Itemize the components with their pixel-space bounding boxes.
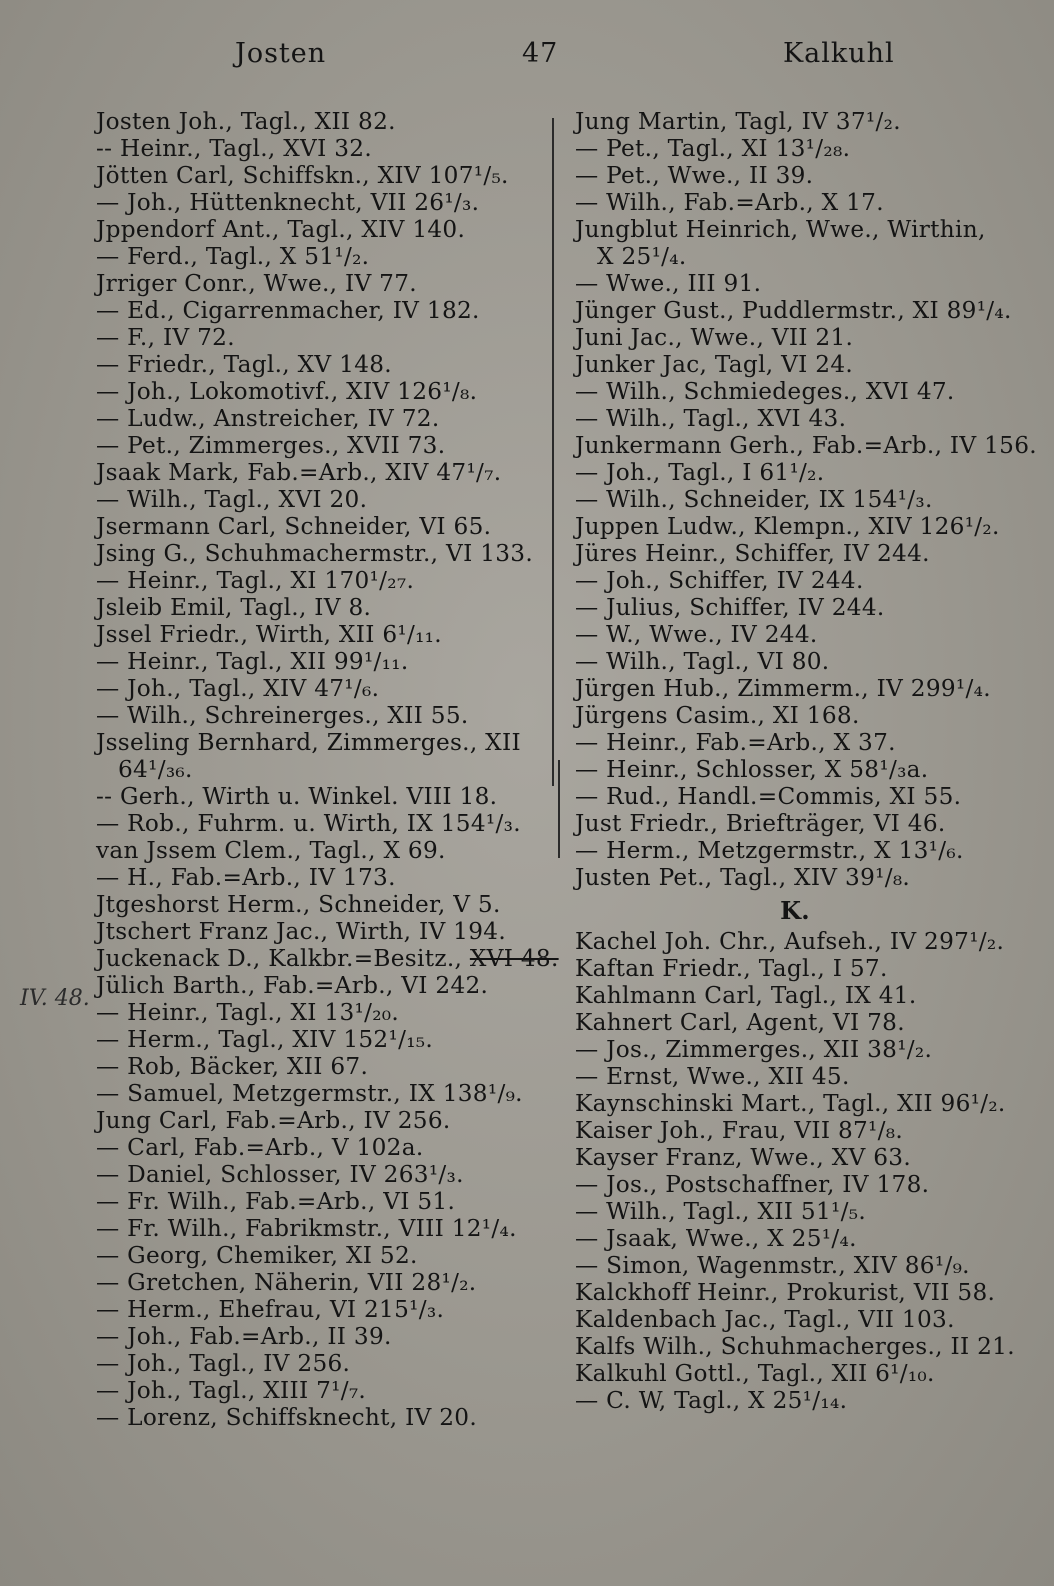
list-item: — W., Wwe., IV 244. bbox=[575, 621, 818, 648]
list-item: Jssel Friedr., Wirth, XII 6¹/₁₁. bbox=[96, 621, 442, 648]
list-item: -- Gerh., Wirth u. Winkel. VIII 18. bbox=[96, 783, 498, 810]
header-last-name: Kalkuhl bbox=[783, 38, 895, 69]
list-item: Jung Carl, Fab.=Arb., IV 256. bbox=[96, 1107, 451, 1134]
list-item: Kalkuhl Gottl., Tagl., XII 6¹/₁₀. bbox=[575, 1360, 935, 1387]
list-item: Kaldenbach Jac., Tagl., VII 103. bbox=[575, 1306, 955, 1333]
list-item: — Wilh., Schneider, IX 154¹/₃. bbox=[575, 486, 933, 513]
column-divider bbox=[552, 118, 554, 786]
list-item: Justen Pet., Tagl., XIV 39¹/₈. bbox=[575, 864, 911, 891]
list-item: Jünger Gust., Puddlermstr., XI 89¹/₄. bbox=[575, 297, 1012, 324]
list-item: — Heinr., Schlosser, X 58¹/₃a. bbox=[575, 756, 929, 783]
list-item: — Daniel, Schlosser, IV 263¹/₃. bbox=[96, 1161, 464, 1188]
header-first-name: Josten bbox=[235, 38, 327, 69]
list-item: — Rob, Bäcker, XII 67. bbox=[96, 1053, 369, 1080]
list-item: — Ernst, Wwe., XII 45. bbox=[575, 1063, 850, 1090]
list-item: — Rob., Fuhrm. u. Wirth, IX 154¹/₃. bbox=[96, 810, 521, 837]
list-item: Kaftan Friedr., Tagl., I 57. bbox=[575, 955, 888, 982]
list-item: — Heinr., Tagl., XI 170¹/₂₇. bbox=[96, 567, 415, 594]
list-item: Kahnert Carl, Agent, VI 78. bbox=[575, 1009, 905, 1036]
list-item: — Lorenz, Schiffsknecht, IV 20. bbox=[96, 1404, 478, 1431]
list-item: — Herm., Tagl., XIV 152¹/₁₅. bbox=[96, 1026, 434, 1053]
list-item: Jsseling Bernhard, Zimmerges., XII bbox=[96, 729, 521, 756]
list-item: Junkermann Gerh., Fab.=Arb., IV 156. bbox=[575, 432, 1037, 459]
list-item: Just Friedr., Briefträger, VI 46. bbox=[575, 810, 946, 837]
list-item: — Friedr., Tagl., XV 148. bbox=[96, 351, 392, 378]
list-item: — Ferd., Tagl., X 51¹/₂. bbox=[96, 243, 370, 270]
list-item bbox=[96, 945, 559, 972]
list-item: Kahlmann Carl, Tagl., IX 41. bbox=[575, 982, 917, 1009]
list-item: — Georg, Chemiker, XI 52. bbox=[96, 1242, 418, 1269]
list-item: Jsermann Carl, Schneider, VI 65. bbox=[96, 513, 492, 540]
list-item: — Jos., Postschaffner, IV 178. bbox=[575, 1171, 930, 1198]
list-item: — Jos., Zimmerges., XII 38¹/₂. bbox=[575, 1036, 933, 1063]
column-divider-lower bbox=[558, 760, 560, 858]
section-letter-heading: K. bbox=[780, 896, 810, 925]
list-item: Kalckhoff Heinr., Prokurist, VII 58. bbox=[575, 1279, 996, 1306]
page-number: 47 bbox=[522, 38, 559, 69]
list-item: Jung Martin, Tagl, IV 37¹/₂. bbox=[575, 108, 901, 135]
entry-text: Juckenack D., Kalkbr.=Besitz., bbox=[96, 945, 463, 972]
list-item-continued bbox=[96, 756, 551, 783]
list-item: — Joh., Tagl., XIV 47¹/₆. bbox=[96, 675, 380, 702]
list-item: Jtschert Franz Jac., Wirth, IV 194. bbox=[96, 918, 506, 945]
list-item: — Pet., Wwe., II 39. bbox=[575, 162, 814, 189]
list-item: Junker Jac, Tagl, VI 24. bbox=[575, 351, 854, 378]
list-item: Jülich Barth., Fab.=Arb., VI 242. bbox=[96, 972, 489, 999]
list-item: — Ludw., Anstreicher, IV 72. bbox=[96, 405, 440, 432]
list-item: — Wilh., Tagl., XVI 43. bbox=[575, 405, 847, 432]
list-item: Jürgen Hub., Zimmerm., IV 299¹/₄. bbox=[575, 675, 991, 702]
list-item: — H., Fab.=Arb., IV 173. bbox=[96, 864, 396, 891]
list-item: Kaynschinski Mart., Tagl., XII 96¹/₂. bbox=[575, 1090, 1006, 1117]
list-item: — Joh., Tagl., IV 256. bbox=[96, 1350, 351, 1377]
list-item: Jsing G., Schuhmachermstr., VI 133. bbox=[96, 540, 534, 567]
list-item: — Heinr., Tagl., XII 99¹/₁₁. bbox=[96, 648, 409, 675]
list-item: — Carl, Fab.=Arb., V 102a. bbox=[96, 1134, 424, 1161]
list-item: — Fr. Wilh., Fabrikmstr., VIII 12¹/₄. bbox=[96, 1215, 517, 1242]
right-column bbox=[575, 108, 1037, 1414]
list-item: Juppen Ludw., Klempn., XIV 126¹/₂. bbox=[575, 513, 1000, 540]
list-item: Josten Joh., Tagl., XII 82. bbox=[96, 108, 396, 135]
continuation-text: 64¹/₃₆. bbox=[118, 756, 193, 783]
list-item: — Jsaak, Wwe., X 25¹/₄. bbox=[575, 1225, 857, 1252]
list-item: Jsaak Mark, Fab.=Arb., XIV 47¹/₇. bbox=[96, 459, 502, 486]
list-item: — Pet., Tagl., XI 13¹/₂₈. bbox=[575, 135, 851, 162]
list-item: — Wwe., III 91. bbox=[575, 270, 762, 297]
list-item: — Herm., Ehefrau, VI 215¹/₃. bbox=[96, 1296, 445, 1323]
list-item: Jrriger Conr., Wwe., IV 77. bbox=[96, 270, 417, 297]
list-item: — Joh., Tagl., I 61¹/₂. bbox=[575, 459, 825, 486]
list-item: — Samuel, Metzgermstr., IX 138¹/₉. bbox=[96, 1080, 523, 1107]
list-item: Jppendorf Ant., Tagl., XIV 140. bbox=[96, 216, 466, 243]
list-item: Juni Jac., Wwe., VII 21. bbox=[575, 324, 854, 351]
list-item: — C. W, Tagl., X 25¹/₁₄. bbox=[575, 1387, 848, 1414]
list-item: — Wilh., Tagl., XII 51¹/₅. bbox=[575, 1198, 866, 1225]
list-item: — Joh., Schiffer, IV 244. bbox=[575, 567, 864, 594]
list-item: Jürgens Casim., XI 168. bbox=[575, 702, 860, 729]
left-column bbox=[96, 108, 559, 1431]
list-item: — Simon, Wagenmstr., XIV 86¹/₉. bbox=[575, 1252, 970, 1279]
list-item: — Rud., Handl.=Commis, XI 55. bbox=[575, 783, 962, 810]
list-item: — Pet., Zimmerges., XVII 73. bbox=[96, 432, 446, 459]
handwritten-margin-note: IV. 48. bbox=[20, 986, 90, 1011]
list-item: — Joh., Lokomotivf., XIV 126¹/₈. bbox=[96, 378, 478, 405]
list-item: Jungblut Heinrich, Wwe., Wirthin, bbox=[575, 216, 986, 243]
list-item-continued bbox=[575, 243, 1015, 270]
list-item: — Gretchen, Näherin, VII 28¹/₂. bbox=[96, 1269, 477, 1296]
list-item: Kalfs Wilh., Schuhmacherges., II 21. bbox=[575, 1333, 1015, 1360]
list-item: -- Heinr., Tagl., XVI 32. bbox=[96, 135, 372, 162]
list-item: — Heinr., Fab.=Arb., X 37. bbox=[575, 729, 896, 756]
list-item: Jüres Heinr., Schiffer, IV 244. bbox=[575, 540, 930, 567]
list-item: — Wilh., Schreinerges., XII 55. bbox=[96, 702, 469, 729]
list-item: — Heinr., Tagl., XI 13¹/₂₀. bbox=[96, 999, 400, 1026]
list-item: van Jssem Clem., Tagl., X 69. bbox=[96, 837, 446, 864]
list-item: Kachel Joh. Chr., Aufseh., IV 297¹/₂. bbox=[575, 928, 1005, 955]
list-item: Jsleib Emil, Tagl., IV 8. bbox=[96, 594, 372, 621]
page-header bbox=[0, 38, 1054, 88]
list-item: — Joh., Hüttenknecht, VII 26¹/₃. bbox=[96, 189, 480, 216]
continuation-text: X 25¹/₄. bbox=[597, 243, 687, 270]
list-item: Jtgeshorst Herm., Schneider, V 5. bbox=[96, 891, 501, 918]
list-item: Kaiser Joh., Frau, VII 87¹/₈. bbox=[575, 1117, 904, 1144]
list-item: — Ed., Cigarrenmacher, IV 182. bbox=[96, 297, 480, 324]
list-item: — Joh., Tagl., XIII 7¹/₇. bbox=[96, 1377, 367, 1404]
struck-address: XVI 48. bbox=[469, 945, 559, 972]
list-item: — Herm., Metzgermstr., X 13¹/₆. bbox=[575, 837, 964, 864]
list-item: — Wilh., Fab.=Arb., X 17. bbox=[575, 189, 884, 216]
list-item: Kayser Franz, Wwe., XV 63. bbox=[575, 1144, 912, 1171]
list-item: — Julius, Schiffer, IV 244. bbox=[575, 594, 885, 621]
list-item: — Fr. Wilh., Fab.=Arb., VI 51. bbox=[96, 1188, 456, 1215]
list-item: — Joh., Fab.=Arb., II 39. bbox=[96, 1323, 392, 1350]
list-item: — Wilh., Schmiedeges., XVI 47. bbox=[575, 378, 955, 405]
list-item: — Wilh., Tagl., VI 80. bbox=[575, 648, 830, 675]
list-item: Jötten Carl, Schiffskn., XIV 107¹/₅. bbox=[96, 162, 509, 189]
list-item: — Wilh., Tagl., XVI 20. bbox=[96, 486, 368, 513]
list-item: — F., IV 72. bbox=[96, 324, 235, 351]
